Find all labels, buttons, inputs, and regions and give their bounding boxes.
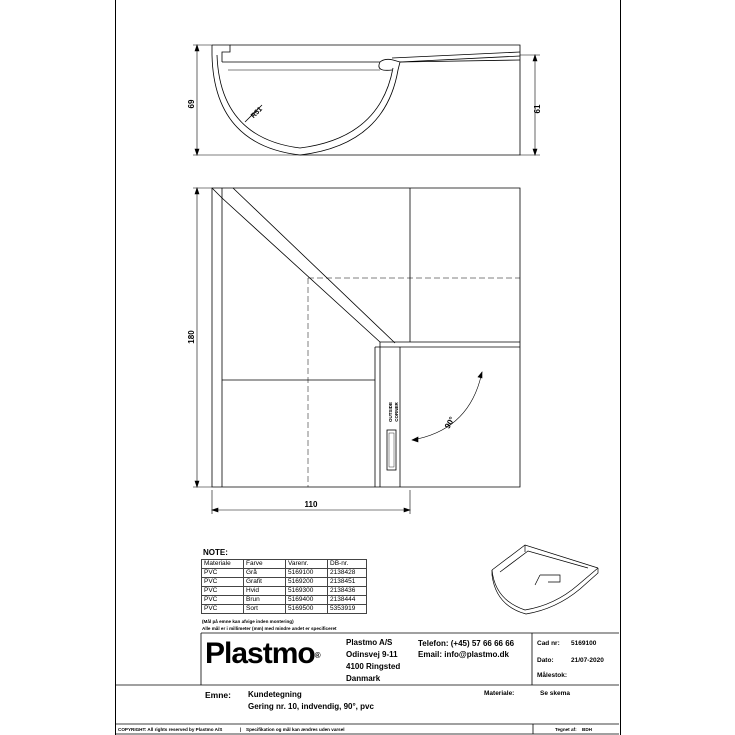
cell: 5169100 (286, 569, 328, 578)
table-row (202, 578, 367, 587)
date-value: 21/07-2020 (571, 657, 604, 664)
material-table (201, 559, 367, 614)
dim-height-right: 61 (533, 104, 542, 114)
angle-dimension (412, 372, 482, 442)
emne-value: Kundetegning (248, 690, 302, 699)
plan-dimensions (193, 188, 410, 514)
table-row (202, 587, 367, 596)
cell: 5169300 (286, 587, 328, 596)
company-phone: Telefon: (+45) 57 66 66 66 (418, 639, 515, 648)
cell: 5169400 (286, 596, 328, 605)
cell: PVC (202, 605, 244, 614)
separator: | (240, 727, 242, 732)
cell: PVC (202, 569, 244, 578)
copyright: COPYRIGHT: All rights reserved by Plastmo A/S (118, 727, 223, 732)
dim-width: 110 (304, 500, 318, 509)
emne-description: Gering nr. 10, indvendig, 90°, pvc (248, 702, 374, 711)
note-title: NOTE: (203, 548, 228, 557)
plastmo-logo (205, 639, 320, 669)
scale-label: Målestok: (537, 672, 567, 679)
cell: Grafit (244, 578, 286, 587)
cell: 2138451 (328, 578, 367, 587)
cell: 5169500 (286, 605, 328, 614)
plan-view (212, 188, 520, 487)
table-header-row (202, 560, 367, 569)
corner-label-outside: OUTSIDE (388, 401, 393, 423)
emne-label: Emne: (205, 690, 231, 700)
company-city: 4100 Ringsted (346, 662, 401, 671)
spec-note: Specifikation og mål kan ændres uden varsel (246, 727, 345, 732)
drawn-by-value: BDH (582, 727, 592, 732)
title-block (115, 633, 619, 734)
header-cell: Farve (244, 560, 286, 569)
table-row (202, 605, 367, 614)
cad-label: Cad nr: (537, 640, 560, 647)
cell: PVC (202, 596, 244, 605)
profile-view (212, 45, 520, 155)
material-label: Materiale: (484, 690, 515, 697)
drawn-by-label: Tegnet af: (555, 727, 577, 732)
header-cell: Varenr. (286, 560, 328, 569)
isometric-sketch (492, 545, 598, 614)
table-row (202, 596, 367, 605)
dim-angle: 90° (442, 415, 457, 431)
cell: Sort (244, 605, 286, 614)
cell: 2138444 (328, 596, 367, 605)
dim-radius: R51 (249, 105, 264, 120)
dim-length: 180 (187, 330, 196, 344)
company-country: Danmark (346, 674, 381, 683)
footnote-units: Alle mål er i millimeter (mm) med mindre andet er specificeret (202, 626, 337, 631)
cell: 2138436 (328, 587, 367, 596)
cell: Grå (244, 569, 286, 578)
cell: Brun (244, 596, 286, 605)
logo-text: Plastmo (205, 637, 315, 670)
header-cell: Materiale (202, 560, 244, 569)
cell: 5169200 (286, 578, 328, 587)
cell: 5353919 (328, 605, 367, 614)
profile-dimensions (193, 45, 540, 155)
cell: PVC (202, 587, 244, 596)
footnote-tolerance: (Mål på emne kan afvige inden montering) (202, 619, 294, 624)
date-label: Dato: (537, 657, 554, 664)
material-value: Se skema (540, 690, 570, 697)
cell: Hvid (244, 587, 286, 596)
dim-height-left: 69 (187, 99, 196, 109)
table-row (202, 569, 367, 578)
registered-mark: ® (314, 651, 320, 660)
cell: 2138428 (328, 569, 367, 578)
company-name: Plastmo A/S (346, 638, 393, 647)
company-email: Email: info@plastmo.dk (418, 650, 509, 659)
corner-label-corner: CORNER (394, 402, 399, 422)
cell: PVC (202, 578, 244, 587)
header-cell: DB-nr. (328, 560, 367, 569)
cad-value: 5169100 (571, 640, 597, 647)
company-street: Odinsvej 9-11 (346, 650, 398, 659)
